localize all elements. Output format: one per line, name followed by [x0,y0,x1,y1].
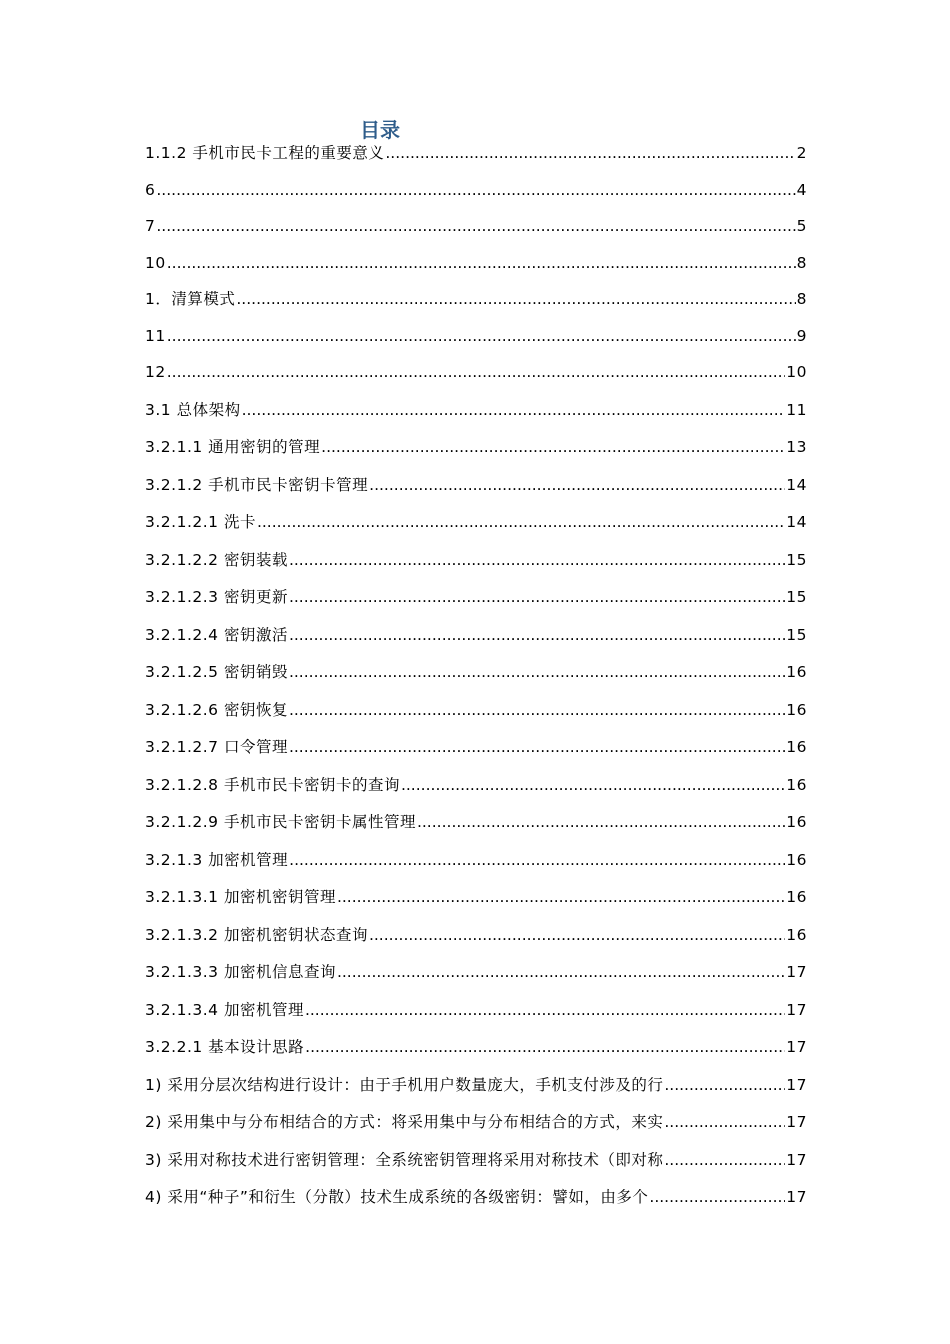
toc-leader-dots [289,550,785,570]
toc-leader-dots [167,253,796,273]
toc-entry-page: 16 [786,738,807,756]
toc-leader-dots [236,289,795,309]
toc-entry-page: 16 [786,925,807,944]
toc-entry[interactable] [145,737,807,757]
toc-entry[interactable] [145,962,807,982]
toc-leader-dots [289,737,785,757]
toc-entry-page: 17 [786,1000,807,1019]
toc-entry-page: 9 [796,326,807,345]
toc-entry-page: 16 [786,663,807,681]
toc-entry[interactable] [145,550,807,570]
toc-entry-page: 10 [786,363,807,381]
toc-entry[interactable] [145,1037,807,1057]
toc-entry-page: 11 [786,400,807,419]
toc-entry-label: 3.2.1.2.8 手机市民卡密钥卡的查询 [145,775,400,794]
toc-entry[interactable] [145,1075,807,1095]
toc-entry[interactable] [145,625,807,645]
toc-leader-dots [417,812,785,832]
toc-entry-page: 17 [786,1150,807,1169]
toc-leader-dots [242,400,786,420]
toc-entry-label: 3.2.1.3.3 加密机信息查询 [145,963,336,981]
toc-leader-dots [664,1112,785,1132]
toc-entry-label: 3.2.1.2.3 密钥更新 [145,588,288,606]
toc-leader-dots [156,216,795,236]
toc-entry[interactable] [145,400,807,420]
toc-entry-page: 17 [786,1188,807,1206]
toc-leader-dots [664,1075,785,1095]
toc-entry-page: 16 [786,700,807,719]
toc-entry-label: 3) 采用对称技术进行密钥管理：全系统密钥管理将采用对称技术（即对称 [145,1150,664,1169]
toc-entry[interactable] [145,326,807,346]
toc-entry-label: 3.2.1.2.5 密钥销毁 [145,663,288,681]
toc-entry-page: 16 [786,850,807,869]
toc-entry-page: 13 [786,438,807,456]
toc-leader-dots [305,1000,785,1020]
toc-leader-dots [401,775,785,795]
toc-entry[interactable] [145,662,807,682]
toc-leader-dots [337,962,785,982]
toc-leader-dots [337,887,785,907]
toc-entry[interactable] [145,587,807,607]
toc-list [145,143,807,1207]
toc-entry[interactable] [145,812,807,832]
toc-entry-label: 3.2.1.2.7 口令管理 [145,738,288,756]
toc-entry-label: 2) 采用集中与分布相结合的方式：将采用集中与分布相结合的方式，来实 [145,1113,664,1131]
toc-entry[interactable] [145,850,807,870]
toc-entry[interactable] [145,475,807,495]
toc-entry[interactable] [145,775,807,795]
toc-entry-label: 3.2.1.3.4 加密机管理 [145,1000,304,1019]
toc-entry-label: 12 [145,363,166,381]
toc-entry-page: 16 [786,813,807,831]
toc-leader-dots [321,437,785,457]
toc-leader-dots [289,662,785,682]
toc-entry-label: 1) 采用分层次结构进行设计：由于手机用户数量庞大，手机支付涉及的行 [145,1075,664,1094]
toc-leader-dots [156,180,795,200]
toc-entry-label: 4) 采用“种子”和衍生（分散）技术生成系统的各级密钥：譬如，由多个 [145,1188,649,1206]
toc-entry-page: 15 [786,625,807,644]
toc-leader-dots [289,700,785,720]
toc-entry-label: 3.2.1.3 加密机管理 [145,850,289,869]
toc-entry-label: 3.2.1.2.4 密钥激活 [145,625,288,644]
toc-entry-label: 3.1 总体架构 [145,400,241,419]
toc-entry-page: 14 [786,475,807,494]
toc-leader-dots [289,587,785,607]
toc-leader-dots [167,362,786,382]
toc-entry-page: 17 [786,963,807,981]
toc-entry-label: 3.2.1.2.2 密钥装载 [145,550,288,569]
toc-entry-page: 15 [786,550,807,569]
toc-entry-label: 3.2.1.3.2 加密机密钥状态查询 [145,925,368,944]
toc-entry-page: 15 [786,588,807,606]
toc-entry-label: 3.2.1.2.9 手机市民卡密钥卡属性管理 [145,813,416,831]
toc-entry-page: 5 [796,217,807,235]
toc-leader-dots [649,1187,785,1207]
toc-entry[interactable] [145,253,807,273]
toc-entry-label: 3.2.1.2 手机市民卡密钥卡管理 [145,475,369,494]
toc-entry[interactable] [145,437,807,457]
toc-leader-dots [385,143,795,163]
toc-entry-label: 6 [145,180,156,199]
toc-leader-dots [369,475,785,495]
toc-leader-dots [664,1150,785,1170]
toc-entry-page: 8 [796,253,807,272]
toc-entry-page: 17 [786,1113,807,1131]
toc-entry[interactable] [145,1000,807,1020]
toc-entry-label: 7 [145,217,156,235]
toc-leader-dots [289,850,785,870]
toc-entry-label: 10 [145,253,166,272]
toc-title: 目录 [360,118,400,142]
toc-entry[interactable] [145,925,807,945]
toc-leader-dots [289,625,785,645]
toc-entry[interactable] [145,289,807,309]
toc-entry-page: 17 [786,1075,807,1094]
toc-entry[interactable] [145,1187,807,1207]
toc-entry[interactable] [145,143,807,163]
toc-entry[interactable] [145,362,807,382]
toc-leader-dots [305,1037,785,1057]
toc-entry-label: 3.2.1.1 通用密钥的管理 [145,438,321,456]
toc-entry-label: 3.2.1.3.1 加密机密钥管理 [145,888,336,906]
toc-entry[interactable] [145,512,807,532]
toc-entry[interactable] [145,887,807,907]
toc-leader-dots [257,512,785,532]
toc-entry-page: 8 [796,290,807,308]
toc-entry-label: 3.2.1.2.6 密钥恢复 [145,700,288,719]
toc-entry-page: 4 [796,180,807,199]
toc-entry-label: 3.2.2.1 基本设计思路 [145,1038,305,1056]
toc-entry[interactable] [145,700,807,720]
toc-entry-page: 2 [796,144,807,162]
toc-entry-label: 1.1.2 手机市民卡工程的重要意义 [145,144,385,162]
toc-entry-label: 3.2.1.2.1 洗卡 [145,513,256,531]
toc-leader-dots [369,925,785,945]
toc-entry[interactable] [145,1150,807,1170]
toc-entry-label: 1．清算模式 [145,290,236,308]
toc-entry-page: 16 [786,888,807,906]
toc-entry[interactable] [145,1112,807,1132]
toc-entry[interactable] [145,180,807,200]
toc-entry-page: 14 [786,513,807,531]
toc-leader-dots [167,326,796,346]
toc-entry[interactable] [145,216,807,236]
toc-entry-page: 16 [786,775,807,794]
toc-entry-page: 17 [786,1038,807,1056]
toc-entry-label: 11 [145,326,166,345]
